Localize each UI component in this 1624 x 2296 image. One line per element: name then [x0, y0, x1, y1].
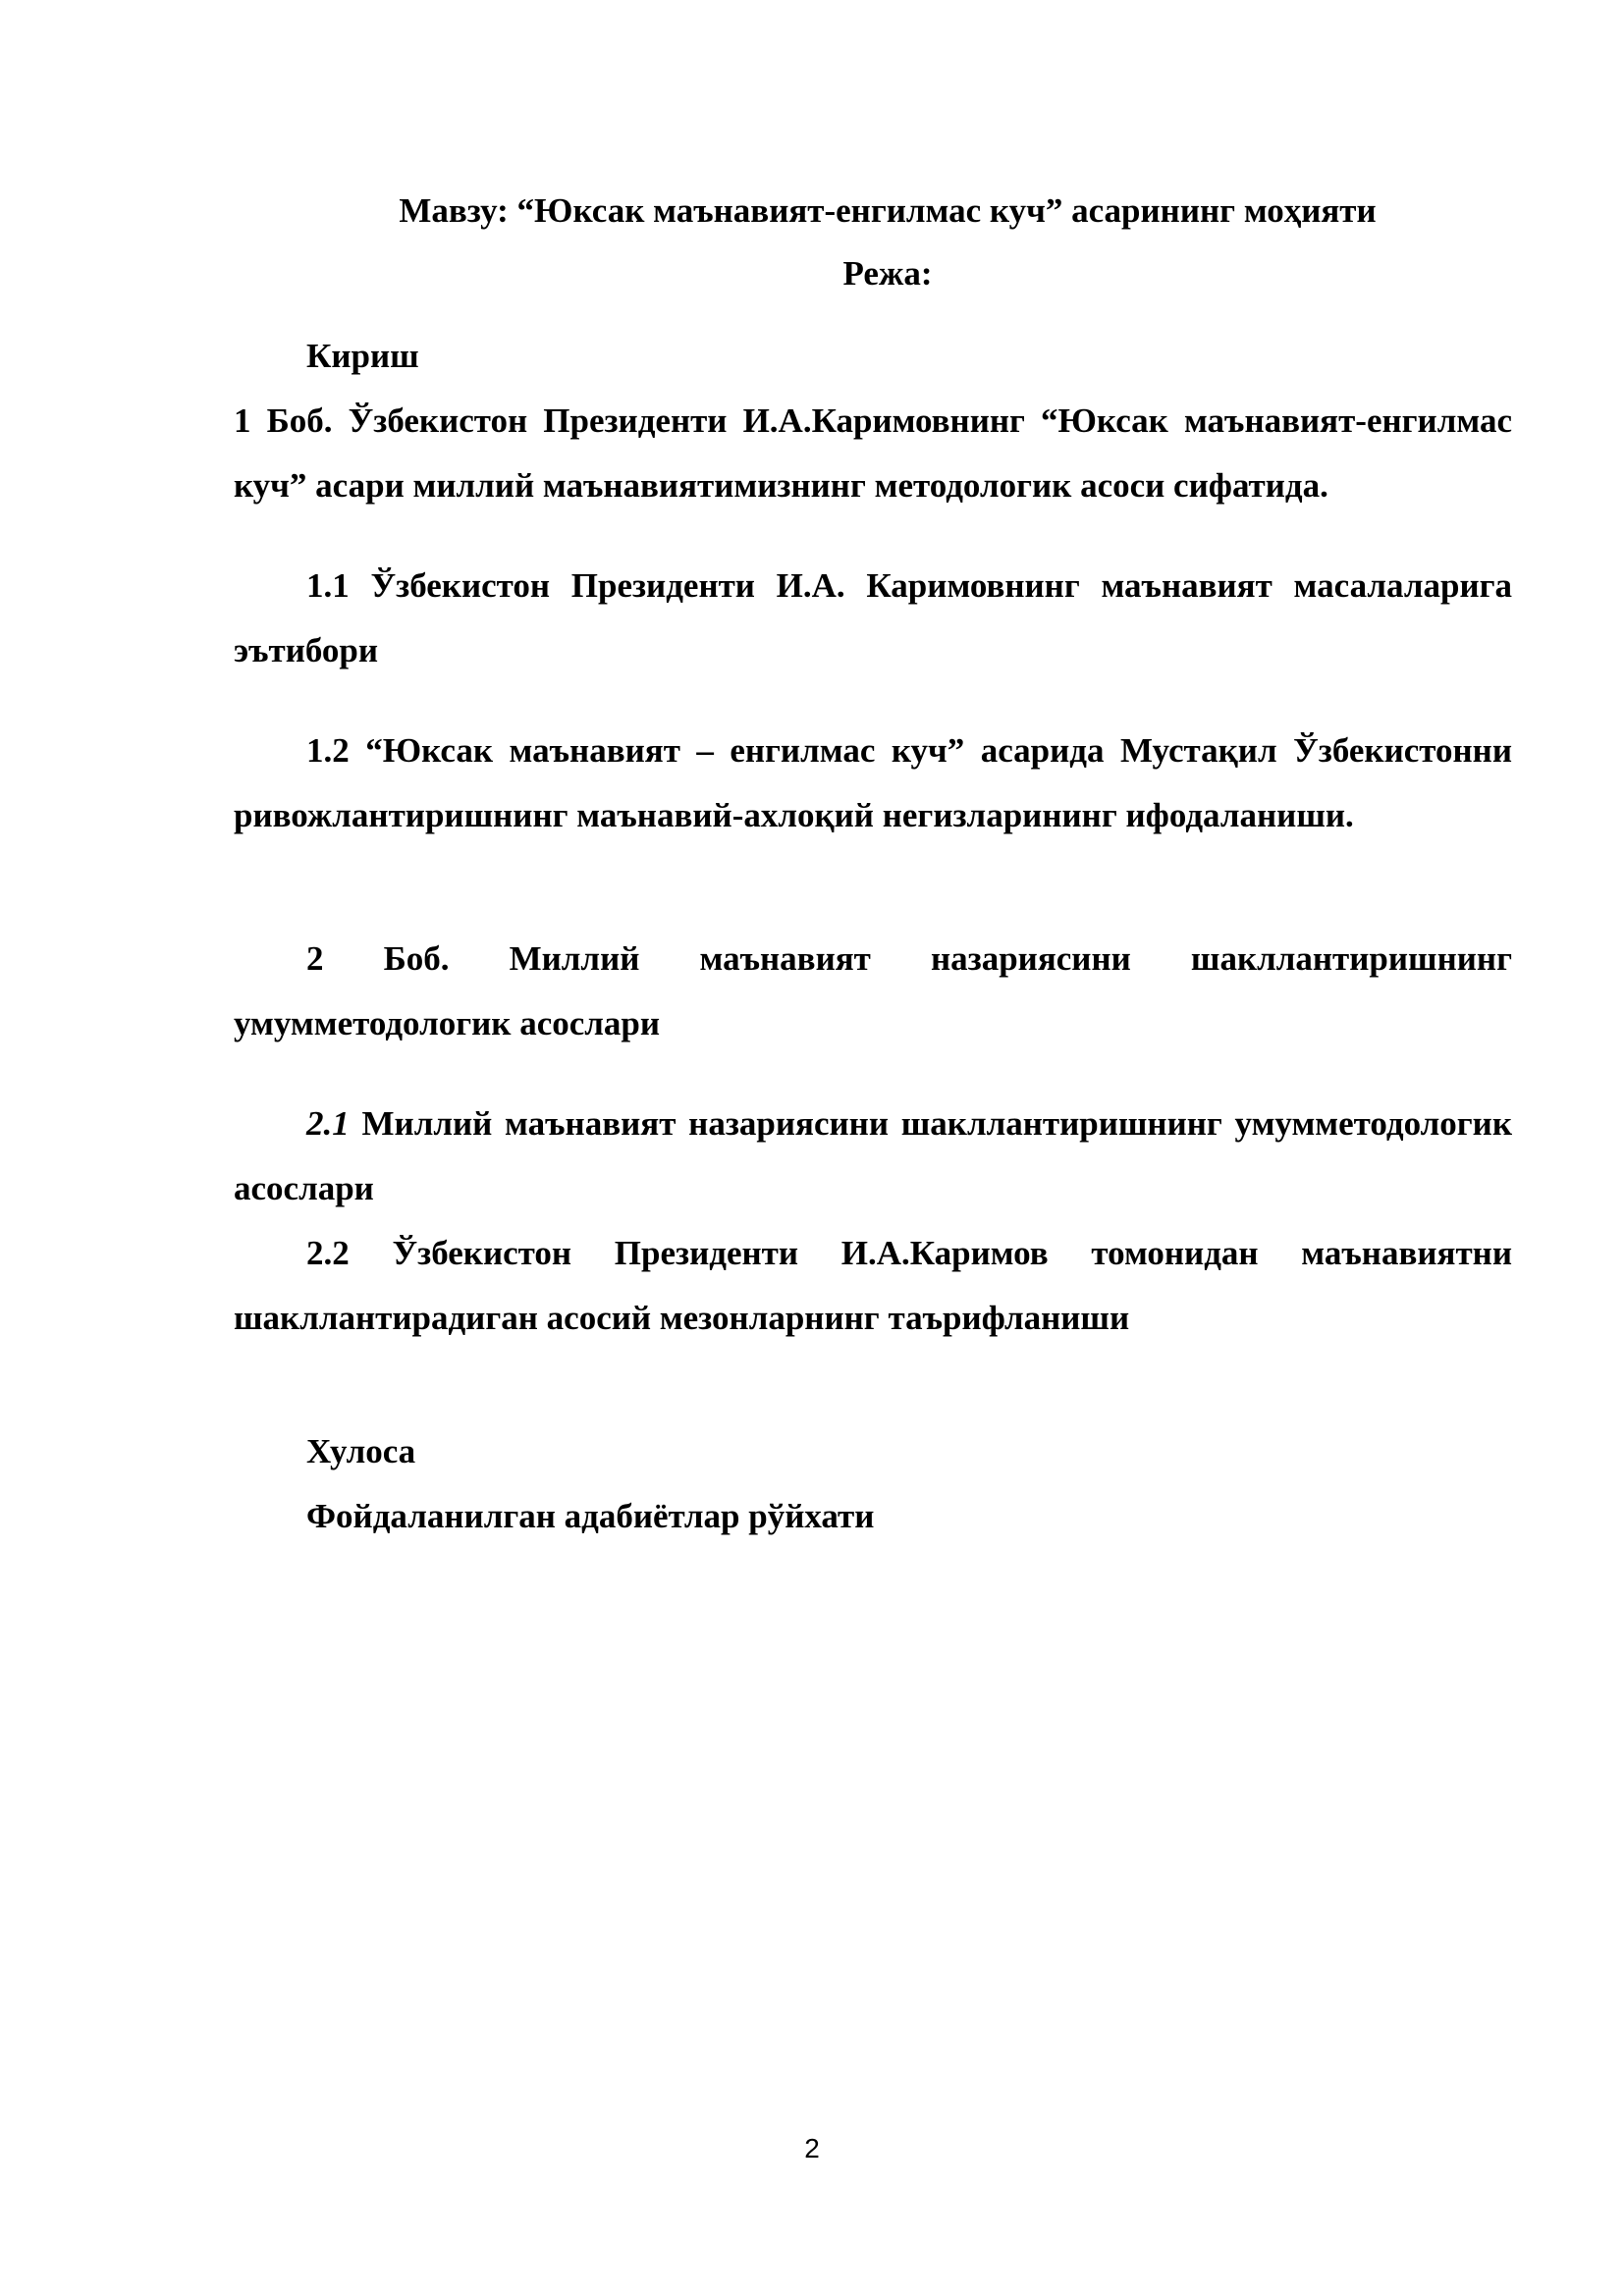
section-1-1-item: 1.1 Ўзбекистон Президенти И.А. Каримовнинг маънавият масалаларига эътибори [234, 566, 1512, 669]
references-item: Фойдаланилган адабиётлар рўйхати [306, 1497, 875, 1535]
section-1-2-item: 1.2 “Юксак маънавият – енгилмас куч” асарида Мустақил Ўзбекистонни ривожлантиришнинг маънавий-ахлоқий негизларининг ифодаланиши. [234, 731, 1512, 834]
plan-content [234, 187, 1512, 1549]
page-title: Мавзу: “Юксак маънавият-енгилмас куч” асарининг моҳияти [399, 191, 1377, 230]
section-2-1-spacer [350, 1104, 362, 1143]
section-2-2-item: 2.2 Ўзбекистон Президенти И.А.Каримов томонидан маънавиятни шакллантирадиган асосий мезонларнинг таърифланиши [234, 1234, 1512, 1337]
section-2-1-number: 2.1 [306, 1104, 350, 1143]
page-number: 2 [804, 2133, 820, 2163]
chapter-1-item: 1 Боб. Ўзбекистон Президенти И.А.Каримовнинг “Юксак маънавият-енгилмас куч” асари миллий маънавиятимизнинг методологик асоси сифатида. [234, 401, 1512, 505]
intro-item: Кириш [306, 337, 419, 375]
section-2-1-item [234, 1092, 1512, 1221]
conclusion-item: Хулоса [306, 1432, 416, 1470]
plan-heading: Режа: [842, 254, 933, 293]
section-2-1-text: Миллий маънавият назариясини шакллантиришнинг умумметодологик асослари [234, 1104, 1513, 1207]
chapter-2-item: 2 Боб. Миллий маънавият назариясини шакллантиришнинг умумметодологик асослари [234, 939, 1512, 1042]
